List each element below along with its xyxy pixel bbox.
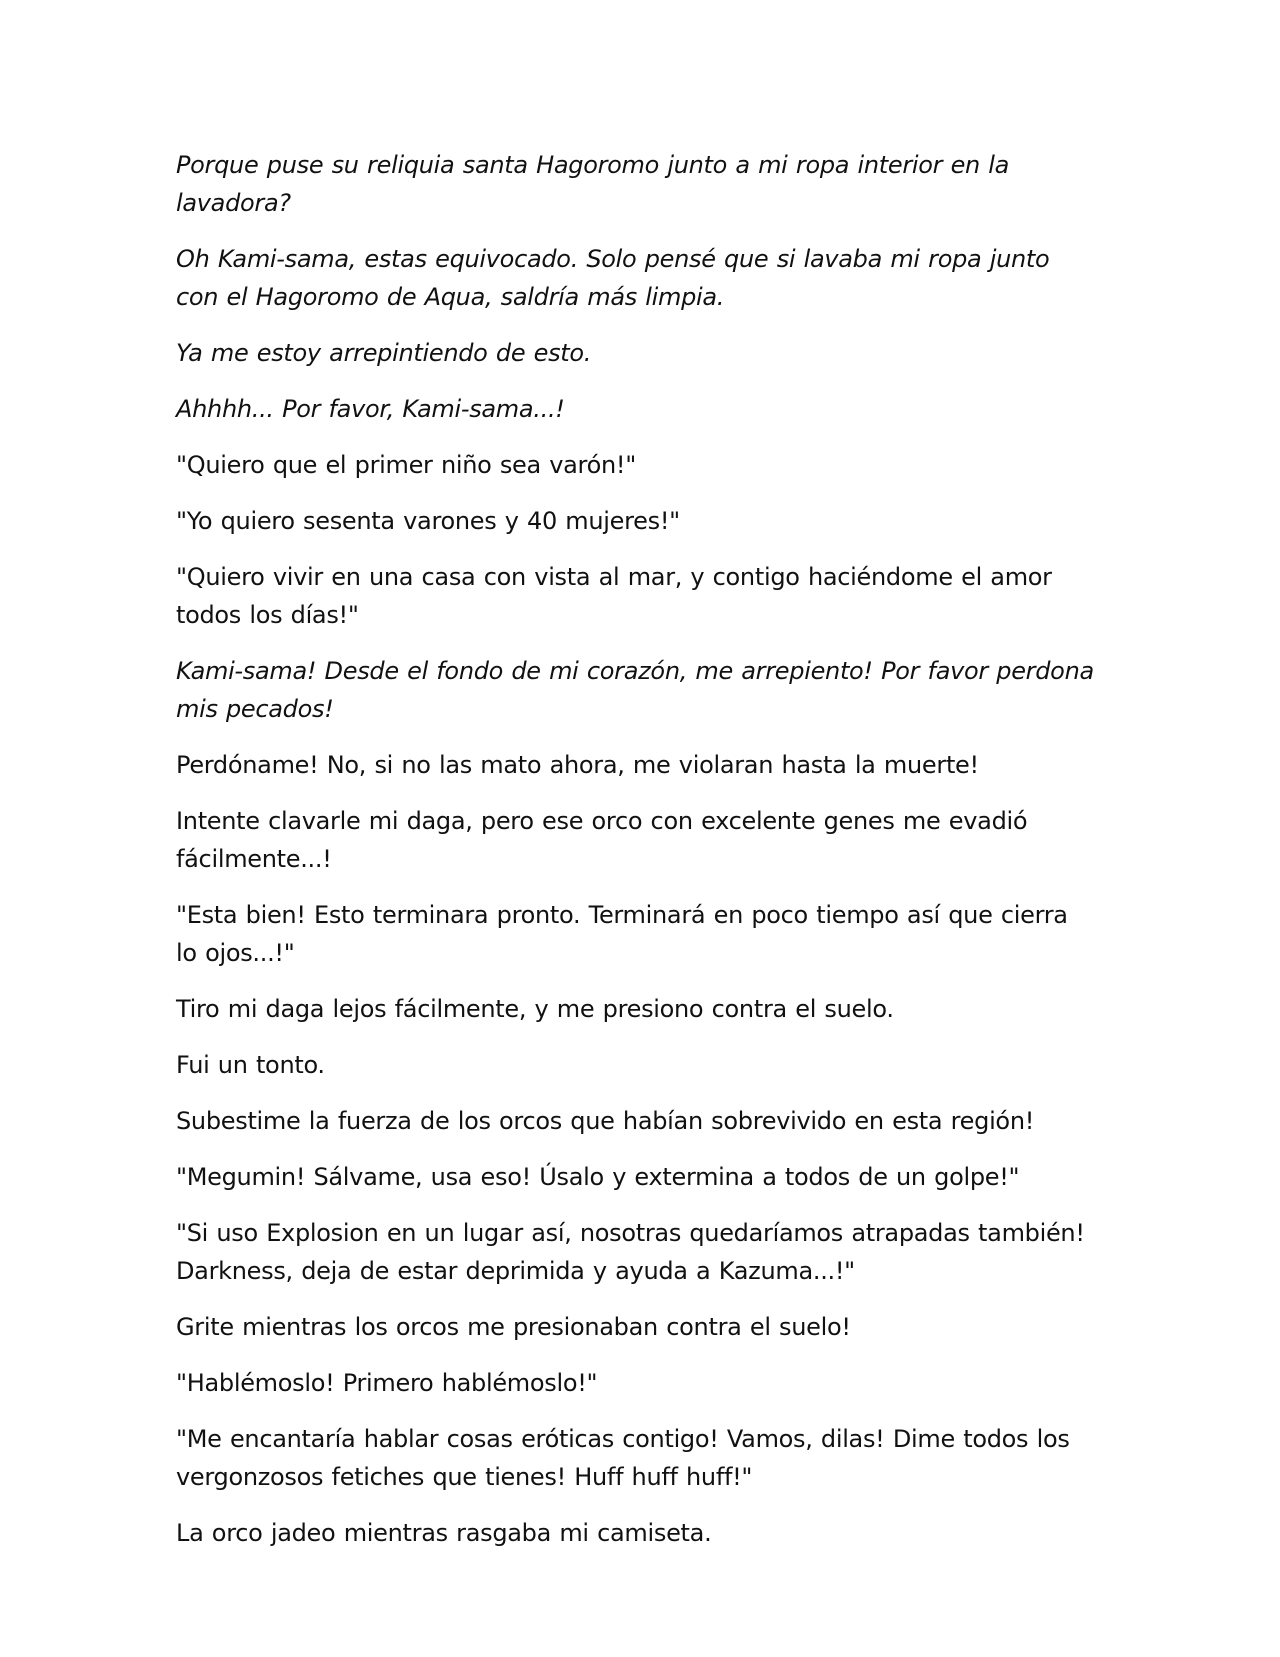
paragraph-2: Oh Kami-sama, estas equivocado. Solo pensé que si lavaba mi ropa junto con el Hagoromo de Aqua, saldría más limpia. [176,245,1050,311]
paragraph-10: Intente clavarle mi daga, pero ese orco con excelente genes me evadió fácilmente...! [176,807,1028,873]
document-body [176,146,1096,1570]
paragraph-15: "Megumin! Sálvame, usa eso! Úsalo y extermina a todos de un golpe!" [176,1163,1020,1191]
paragraph-9: Perdóname! No, si no las mato ahora, me violaran hasta la muerte! [176,751,979,779]
paragraph-14: Subestime la fuerza de los orcos que habían sobrevivido en esta región! [176,1107,1035,1135]
paragraph-4: Ahhhh... Por favor, Kami-sama...! [176,395,565,423]
paragraph-1: Porque puse su reliquia santa Hagoromo junto a mi ropa interior en la lavadora? [176,151,1010,217]
paragraph-18: "Hablémoslo! Primero hablémoslo!" [176,1369,598,1397]
paragraph-5: "Quiero que el primer niño sea varón!" [176,451,636,479]
paragraph-19: "Me encantaría hablar cosas eróticas contigo! Vamos, dilas! Dime todos los vergonzosos fetiches que tienes! Huff huff huff!" [176,1425,1070,1491]
paragraph-11: "Esta bien! Esto terminara pronto. Terminará en poco tiempo así que cierra lo ojos...!" [176,901,1068,967]
paragraph-8: Kami-sama! Desde el fondo de mi corazón, me arrepiento! Por favor perdona mis pecados! [176,657,1094,723]
paragraph-6: "Yo quiero sesenta varones y 40 mujeres!" [176,507,680,535]
paragraph-20: La orco jadeo mientras rasgaba mi camiseta. [176,1519,712,1547]
paragraph-17: Grite mientras los orcos me presionaban contra el suelo! [176,1313,851,1341]
paragraph-16: "Si uso Explosion en un lugar así, nosotras quedaríamos atrapadas también! Darkness, deja de estar deprimida y ayuda a Kazuma...!" [176,1219,1085,1285]
paragraph-12: Tiro mi daga lejos fácilmente, y me presiono contra el suelo. [176,995,894,1023]
paragraph-3: Ya me estoy arrepintiendo de esto. [176,339,592,367]
paragraph-7: "Quiero vivir en una casa con vista al mar, y contigo haciéndome el amor todos los días!" [176,563,1052,629]
paragraph-13: Fui un tonto. [176,1051,325,1079]
